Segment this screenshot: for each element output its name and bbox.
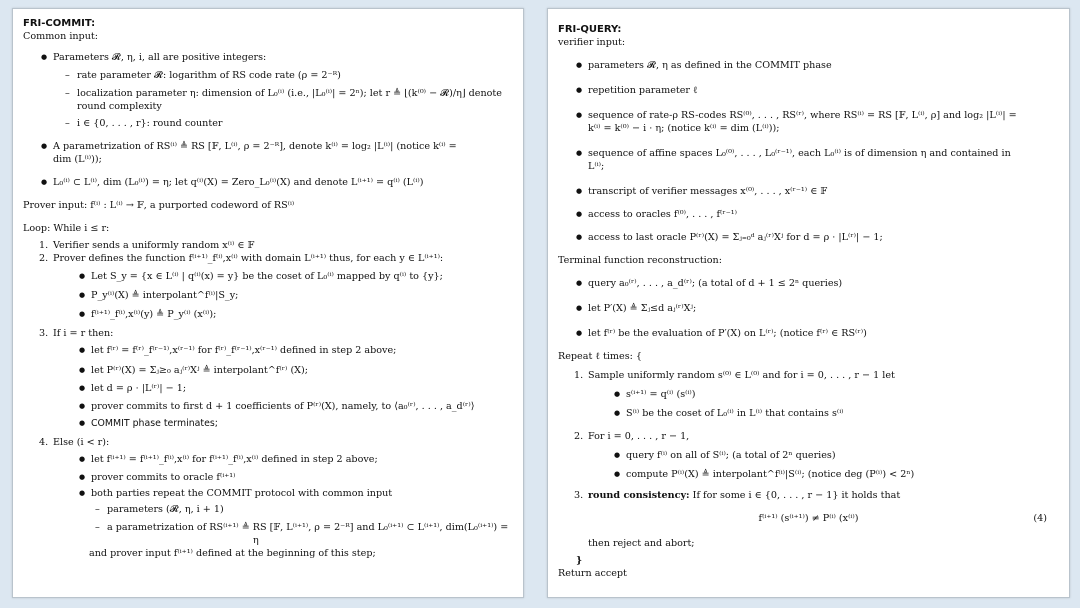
close-brace: } [576, 555, 583, 566]
loop-label: Loop: While i ≤ r: [23, 223, 110, 234]
terminal-label: Terminal function reconstruction: [558, 255, 722, 266]
terminal-poly: ● let P′(X) ≜ Σⱼ≤d aⱼ⁽ʳ⁾Xʲ; [558, 302, 1059, 315]
rs-codes-sequence: ● sequence of rate-ρ RS-codes RS⁽⁰⁾, . . . , RS⁽ʳ⁾, where RS⁽ⁱ⁾ = RS [𝔽, L⁽ⁱ⁾, ρ] and log₂ |L⁽ⁱ⁾| = [558, 109, 1059, 122]
step-1: 1. Verifier sends a uniformly random x⁽ⁱ⁾ ∈ 𝔽 [39, 240, 255, 251]
round-counter-item: – i ∈ {0, . . . , r}: round counter [23, 117, 513, 130]
step-2-coset: ● Let S_y = {x ∈ L⁽ⁱ⁾ | q⁽ⁱ⁾(x) = y} be the coset of L₀⁽ⁱ⁾ mapped by q⁽ⁱ⁾ to {y}; [23, 270, 513, 283]
step-4-repeat: ● both parties repeat the COMMIT protocol with common input [23, 487, 513, 500]
repeat-step-1: 1. Sample uniformly random s⁽⁰⁾ ∈ L⁽⁰⁾ and for i = 0, . . . , r − 1 let [574, 370, 895, 381]
step-4-tail: and prover input f⁽ⁱ⁺¹⁾ defined at the beginning of this step; [89, 548, 376, 559]
fri-query-panel [547, 8, 1070, 598]
rs-parametrization: ● A parametrization of RS⁽ⁱ⁾ ≜ RS [𝔽, L⁽ⁱ⁾, ρ = 2⁻ᴿ], denote k⁽ⁱ⁾ = log₂ |L⁽ⁱ⁾| (notice k⁽ⁱ⁾ = [23, 140, 513, 153]
localization-param-cont: round complexity [77, 101, 162, 112]
fri-commit-title: FRI-COMMIT: [23, 18, 96, 29]
localization-param-item: – localization parameter η: dimension of L₀⁽ⁱ⁾ (i.e., |L₀⁽ⁱ⁾| = 2ⁿ); let r ≜ ⌊(k⁽⁰⁾ − 𝓡)/η⌋ denote [23, 87, 513, 100]
step-2-fold: ● f⁽ⁱ⁺¹⁾_f⁽ⁱ⁾,x⁽ⁱ⁾(y) ≜ P_y⁽ⁱ⁾ (x⁽ⁱ⁾); [23, 308, 513, 321]
repeat-step-2: 2. For i = 0, . . . , r − 1, [574, 431, 690, 442]
step-4-oracle: ● prover commits to oracle f⁽ⁱ⁺¹⁾ [23, 471, 513, 484]
affine-spaces: ● sequence of affine spaces L₀⁽⁰⁾, . . . , L₀⁽ʳ⁻¹⁾, each L₀⁽ⁱ⁾ is of dimension η and contained in [558, 147, 1059, 160]
step-3-commit: ● prover commits to first d + 1 coefficients of P⁽ʳ⁾(X), namely, to ⟨a₀⁽ʳ⁾, . . . , a_d⁽ʳ⁾⟩ [23, 400, 513, 413]
rs-parametrization-cont: dim (L⁽ⁱ⁾)); [53, 154, 102, 165]
subset-line: ● L₀⁽ⁱ⁾ ⊂ L⁽ⁱ⁾, dim (L₀⁽ⁱ⁾) = η; let q⁽ⁱ⁾(X) = Zero_L₀⁽ⁱ⁾(X) and denote L⁽ⁱ⁺¹⁾ = q⁽ⁱ⁾ (L⁽ⁱ⁾) [23, 176, 513, 189]
repeat-label: Repeat ℓ times: { [558, 351, 642, 362]
transcript: ● transcript of verifier messages x⁽⁰⁾, . . . , x⁽ʳ⁻¹⁾ ∈ 𝔽 [558, 185, 1059, 198]
step-4-params: – parameters (𝓡, η, i + 1) [23, 503, 513, 516]
repeat-step-2-compute: ● compute P⁽ⁱ⁾(X) ≜ interpolant^f⁽ⁱ⁾|S⁽ⁱ⁾; (notice deg (P⁽ⁱ⁾) < 2ⁿ) [558, 468, 1059, 481]
equation-body: f⁽ⁱ⁺¹⁾ (s⁽ⁱ⁺¹⁾) ≠ P⁽ⁱ⁾ (x⁽ⁱ⁾) [758, 513, 859, 524]
step-3-terminate: ● COMMIT phase terminates; [23, 417, 513, 430]
last-oracle-access: ● access to last oracle P⁽ʳ⁾(X) = Σⱼ₌₀ᵈ aⱼ⁽ʳ⁾Xʲ for d = ρ · |L⁽ʳ⁾| − 1; [558, 231, 1059, 244]
oracle-access: ● access to oracles f⁽⁰⁾, . . . , f⁽ʳ⁻¹⁾ [558, 208, 1059, 221]
step-3: 3. If i = r then: [39, 328, 114, 339]
reject-line: then reject and abort; [588, 538, 695, 549]
step-3-final: ● let f⁽ʳ⁾ = f⁽ʳ⁾_f⁽ʳ⁻¹⁾,x⁽ʳ⁻¹⁾ for f⁽ʳ⁾_f⁽ʳ⁻¹⁾,x⁽ʳ⁻¹⁾ defined in step 2 above; [23, 344, 513, 357]
verifier-input-label: verifier input: [558, 37, 626, 48]
common-input-label: Common input: [23, 31, 98, 42]
step-3-degree: ● let d = ρ · |L⁽ʳ⁾| − 1; [23, 382, 513, 395]
step-4: 4. Else (i < r): [39, 437, 110, 448]
return-line: Return accept [558, 568, 627, 579]
step-4-rs-cont: η [253, 535, 259, 546]
rate-param-item: – rate parameter 𝓡: logarithm of RS code rate (ρ = 2⁻ᴿ) [23, 69, 513, 82]
fri-commit-panel [12, 8, 524, 598]
equation-number: (4) [1033, 513, 1047, 524]
repeat-step-2-query: ● query f⁽ⁱ⁾ on all of S⁽ⁱ⁾; (a total of 2ⁿ queries) [558, 449, 1059, 462]
repeat-step-3: 3. round consistency: If for some i ∈ {0, . . . , r − 1} it holds that [574, 490, 901, 501]
step-3-poly: ● let P⁽ʳ⁾(X) = Σⱼ≥₀ aⱼ⁽ʳ⁾Xʲ ≜ interpolant^f⁽ʳ⁾ (X); [23, 364, 513, 377]
step-2-interpolant: ● P_y⁽ⁱ⁾(X) ≜ interpolant^f⁽ⁱ⁾|S_y; [23, 289, 513, 302]
consistency-equation [558, 512, 1059, 525]
params-bullet: ● Parameters 𝓡, η, i, all are positive integers: [23, 51, 513, 64]
fri-query-title: FRI-QUERY: [558, 24, 622, 35]
query-params: ● parameters 𝓡, η as defined in the COMMIT phase [558, 59, 1059, 72]
repeat-step-1-s: ● s⁽ⁱ⁺¹⁾ = q⁽ⁱ⁾ (s⁽ⁱ⁾) [558, 388, 1059, 401]
prover-input: Prover input: f⁽ⁱ⁾ : L⁽ⁱ⁾ → 𝔽, a purported codeword of RS⁽ⁱ⁾ [23, 200, 295, 211]
repetition-param: ● repetition parameter ℓ [558, 84, 1059, 97]
step-2: 2. Prover defines the function f⁽ⁱ⁺¹⁾_f⁽ⁱ⁾,x⁽ⁱ⁾ with domain L⁽ⁱ⁺¹⁾ thus, for each y ∈ L⁽ⁱ⁺¹⁾: [39, 253, 444, 264]
repeat-step-1-coset: ● S⁽ⁱ⁾ be the coset of L₀⁽ⁱ⁾ in L⁽ⁱ⁾ that contains s⁽ⁱ⁾ [558, 407, 1059, 420]
terminal-eval: ● let f⁽ʳ⁾ be the evaluation of P′(X) on L⁽ʳ⁾; (notice f⁽ʳ⁾ ∈ RS⁽ʳ⁾) [558, 327, 1059, 340]
step-4-rs: – a parametrization of RS⁽ⁱ⁺¹⁾ ≜ RS [𝔽, L⁽ⁱ⁺¹⁾, ρ = 2⁻ᴿ] and L₀⁽ⁱ⁺¹⁾ ⊂ L⁽ⁱ⁺¹⁾, dim(L₀⁽ⁱ⁺¹⁾) = [23, 521, 513, 534]
terminal-query: ● query a₀⁽ʳ⁾, . . . , a_d⁽ʳ⁾; (a total of d + 1 ≤ 2ⁿ queries) [558, 277, 1059, 290]
rs-codes-sequence-cont: k⁽ⁱ⁾ = k⁽⁰⁾ − i · η; (notice k⁽ⁱ⁾ = dim (L⁽ⁱ⁾)); [588, 123, 780, 134]
step-4-fold: ● let f⁽ⁱ⁺¹⁾ = f⁽ⁱ⁺¹⁾_f⁽ⁱ⁾,x⁽ⁱ⁾ for f⁽ⁱ⁺¹⁾_f⁽ⁱ⁾,x⁽ⁱ⁾ defined in step 2 above; [23, 453, 513, 466]
affine-spaces-cont: L⁽ⁱ⁾; [588, 161, 605, 172]
